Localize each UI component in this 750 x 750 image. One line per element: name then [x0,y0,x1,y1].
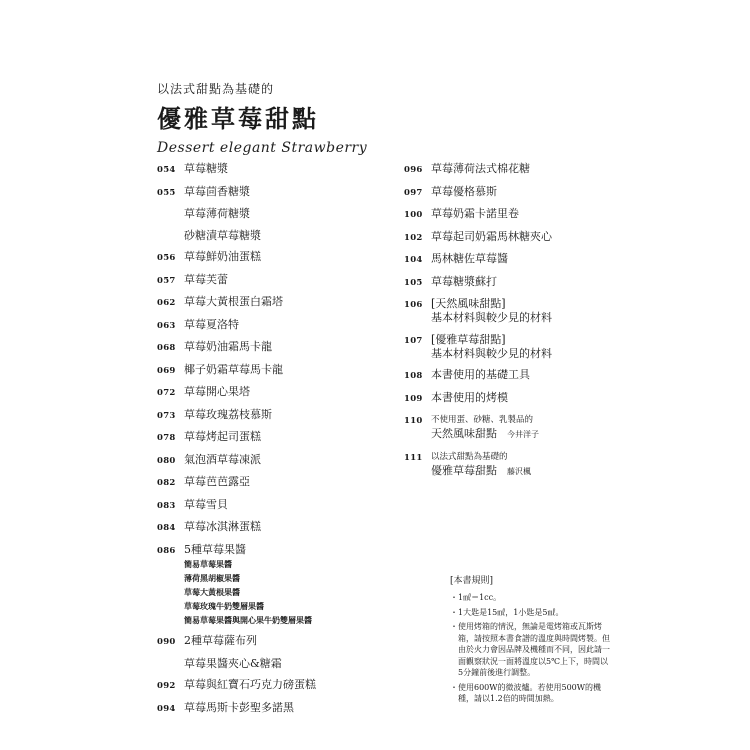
toc-entry [157,543,387,627]
toc-entry [157,340,387,355]
book-rules [450,573,610,708]
entry-text [184,475,387,489]
entry-title: 草莓薄荷法式棉花糖 [431,162,530,175]
entry-text [431,230,604,244]
page-number: 083 [157,500,176,511]
rule-item [450,682,610,705]
toc-entry [404,450,604,479]
rules-title: [本書規則] [450,576,494,586]
toc-entry [404,391,604,406]
entry-text [431,391,604,405]
entry-text [184,657,387,671]
toc-entry [404,275,604,290]
entry-title: 氣泡酒草莓凍派 [184,452,261,466]
toc-entry [157,207,387,221]
entry-title: 草莓雪貝 [184,497,228,511]
entry-title: 馬林糖佐草莓醬 [431,252,508,265]
entry-text [184,162,387,176]
bullet-icon: ・ [450,593,458,602]
page-number: 086 [157,545,176,556]
entry-text [184,318,387,332]
page-number: 096 [404,165,423,175]
entry-text [184,229,387,243]
page-number: 080 [157,455,176,466]
entry-title: 草莓芙蕾 [184,272,228,286]
toc-entry [157,229,387,243]
toc-entry [404,297,604,325]
book-title: 優雅草莓甜點 [157,104,319,133]
page-number: 072 [157,388,176,398]
page-number: 111 [404,452,423,463]
page-number: 097 [404,187,423,198]
entry-title: 草莓優格慕斯 [431,184,497,198]
page-number: 057 [157,275,176,286]
entry-text [431,333,604,361]
rule-text: 1㎖＝1cc。 [458,593,502,602]
entry-title: 草莓開心果塔 [184,385,250,398]
page-number [157,229,184,230]
toc-entry [157,701,387,716]
entry-text [431,297,604,325]
entry-text [184,250,387,264]
entry-text [431,275,604,289]
toc-entry [404,185,604,200]
rule-item [450,607,610,619]
entry-title: 草莓糖漿蘇打 [431,274,497,288]
entry-title: 草莓奶霜卡諾里卷 [431,207,519,220]
book-subtitle: 以法式甜點為基礎的 [157,82,275,96]
toc-entry [157,657,387,671]
entry-text [184,363,387,377]
entry-text [184,273,387,287]
toc-entry [157,162,387,177]
entry-title: 基本材料與較少見的材料 [431,311,552,324]
toc-entry [157,363,387,378]
entry-title: 草莓茴香糖漿 [184,184,250,198]
toc-entry [404,230,604,245]
toc-entry [157,273,387,288]
entry-text [184,678,387,692]
entry-title: 草莓烤起司蛋糕 [184,430,261,443]
toc-entry [157,498,387,513]
entry-title: 草莓鮮奶油蛋糕 [184,250,261,263]
toc-entry [404,413,604,442]
toc-entry [157,678,387,693]
page-number: 110 [404,416,423,426]
toc-entry [157,385,387,400]
page-number: 092 [157,681,176,691]
entry-text [184,430,387,444]
entry-title: [天然風味甜點] [431,297,506,310]
entry-pretitle: 以法式甜點為基礎的 [431,451,508,462]
bullet-icon: ・ [450,682,458,692]
page-number: 082 [157,478,176,488]
page-number: 094 [157,703,176,714]
rule-item [450,592,610,604]
page-number: 054 [157,165,176,175]
entry-title: 草莓起司奶霜馬林糖夾心 [431,229,552,243]
rule-text: 使用600W的微波爐。若使用500W的機種，請以1.2倍的時間加熱。 [458,682,601,703]
entry-text [184,385,387,399]
toc-left-column [157,162,387,723]
rule-text: 使用烤箱的情況，無論是電烤箱或瓦斯烤箱，請按照本書食譜的溫度與時間烤製。但由於火力會因品牌及機種而不同，因此請一面觀察狀況一面將溫度以5℃上下，時間以5分鐘前後進行調整。 [458,622,610,677]
bullet-icon: ・ [450,622,458,631]
toc-entry [157,430,387,445]
page-number: 055 [157,187,176,198]
page-number [157,657,184,658]
toc-entry [157,408,387,423]
toc-entry [157,475,387,490]
page-number: 104 [404,255,423,265]
rule-text: 1大匙是15㎖，1小匙是5㎖。 [458,607,564,617]
entry-text [431,207,604,221]
entry-author: 藤沢楓 [507,466,531,476]
toc-entry [404,333,604,361]
page-number: 078 [157,433,176,443]
toc-entry [404,252,604,267]
entry-title: 本書使用的烤模 [431,390,508,404]
entry-subitem: 草莓大黃根果醬 [184,586,240,597]
entry-title: 草莓馬斯卡彭聖多諾黑 [184,700,294,714]
rule-item [450,621,610,679]
toc-entry [157,295,387,310]
entry-title: 優雅草莓甜點 藤沢楓 [431,463,531,477]
page-number: 084 [157,523,176,533]
entry-text [184,408,387,422]
toc-entry [157,453,387,468]
entry-text [184,520,387,534]
entry-title: 草莓薄荷糖漿 [184,207,250,220]
entry-text [184,185,387,199]
entry-subitem: 簡易草莓果醬與開心果牛奶雙層果醬 [184,614,312,625]
entry-title: 砂糖漬草莓糖漿 [184,228,261,242]
page-number: 063 [157,320,176,331]
entry-title: 草莓大黃根蛋白霜塔 [184,295,283,308]
entry-subitem: 草莓玫瑰牛奶雙層果醬 [184,600,264,611]
entry-title: 天然風味甜點 今井洋子 [431,427,539,440]
page-number: 108 [404,371,423,381]
entry-text [184,207,387,221]
toc-entry [157,634,387,649]
toc-entry [157,318,387,333]
toc-entry [404,207,604,222]
page-number: 100 [404,210,423,220]
entry-title: 草莓冰淇淋蛋糕 [184,520,261,533]
entry-title: 草莓玫瑰荔枝慕斯 [184,407,272,421]
script-title: Dessert elegant Strawberry [157,140,368,156]
entry-text [431,185,604,199]
toc-entry [157,185,387,200]
page-number: 109 [404,393,423,404]
bullet-icon: ・ [450,607,458,617]
entry-title: 本書使用的基礎工具 [431,368,530,381]
entry-subitem: 簡易草莓果醬 [184,558,232,569]
entry-title: 2種草莓薩布列 [184,634,257,647]
entry-text [184,453,387,467]
entry-title: 草莓奶油霜馬卡龍 [184,340,272,353]
entry-title: 草莓與紅寶石巧克力磅蛋糕 [184,678,316,691]
page-number: 056 [157,253,176,263]
page-number: 073 [157,410,176,421]
toc-entry [157,520,387,535]
page-number [157,207,184,208]
entry-title: 5種草莓果醬 [184,542,246,556]
entry-text [431,450,604,479]
entry-title: 草莓夏洛特 [184,317,239,331]
entry-pretitle: 不使用蛋、砂糖、乳製品的 [431,415,534,425]
rules-list [450,592,610,705]
entry-author: 今井洋子 [507,430,539,439]
entry-title: 草莓果醬夾心&糖霜 [184,656,282,670]
entry-text [184,498,387,512]
entry-title: 基本材料與較少見的材料 [431,346,552,360]
entry-text [431,413,604,442]
toc-entry [404,368,604,383]
entry-title: 草莓芭芭露亞 [184,475,250,488]
entry-title: 草莓糖漿 [184,162,228,175]
entry-text [431,368,604,382]
page-number: 102 [404,232,423,243]
entry-text [184,634,387,648]
page-number: 105 [404,277,423,288]
page-number: 062 [157,298,176,308]
toc-entry [404,162,604,177]
page-number: 069 [157,365,176,376]
book-header [157,80,367,156]
entry-text [431,252,604,266]
entry-text [184,340,387,354]
entry-text [184,543,387,627]
entry-text [184,701,387,715]
entry-text [431,162,604,176]
page-number: 090 [157,637,176,647]
entry-title: [優雅草莓甜點] [431,332,506,346]
page-number: 107 [404,335,423,346]
toc-entry [157,250,387,265]
entry-subitem: 薄荷黑胡椒果醬 [184,572,240,583]
entry-title: 椰子奶霜草莓馬卡龍 [184,362,283,376]
toc-right-column [404,162,604,486]
page-number: 068 [157,343,176,353]
entry-text [184,295,387,309]
page-number: 106 [404,300,423,310]
